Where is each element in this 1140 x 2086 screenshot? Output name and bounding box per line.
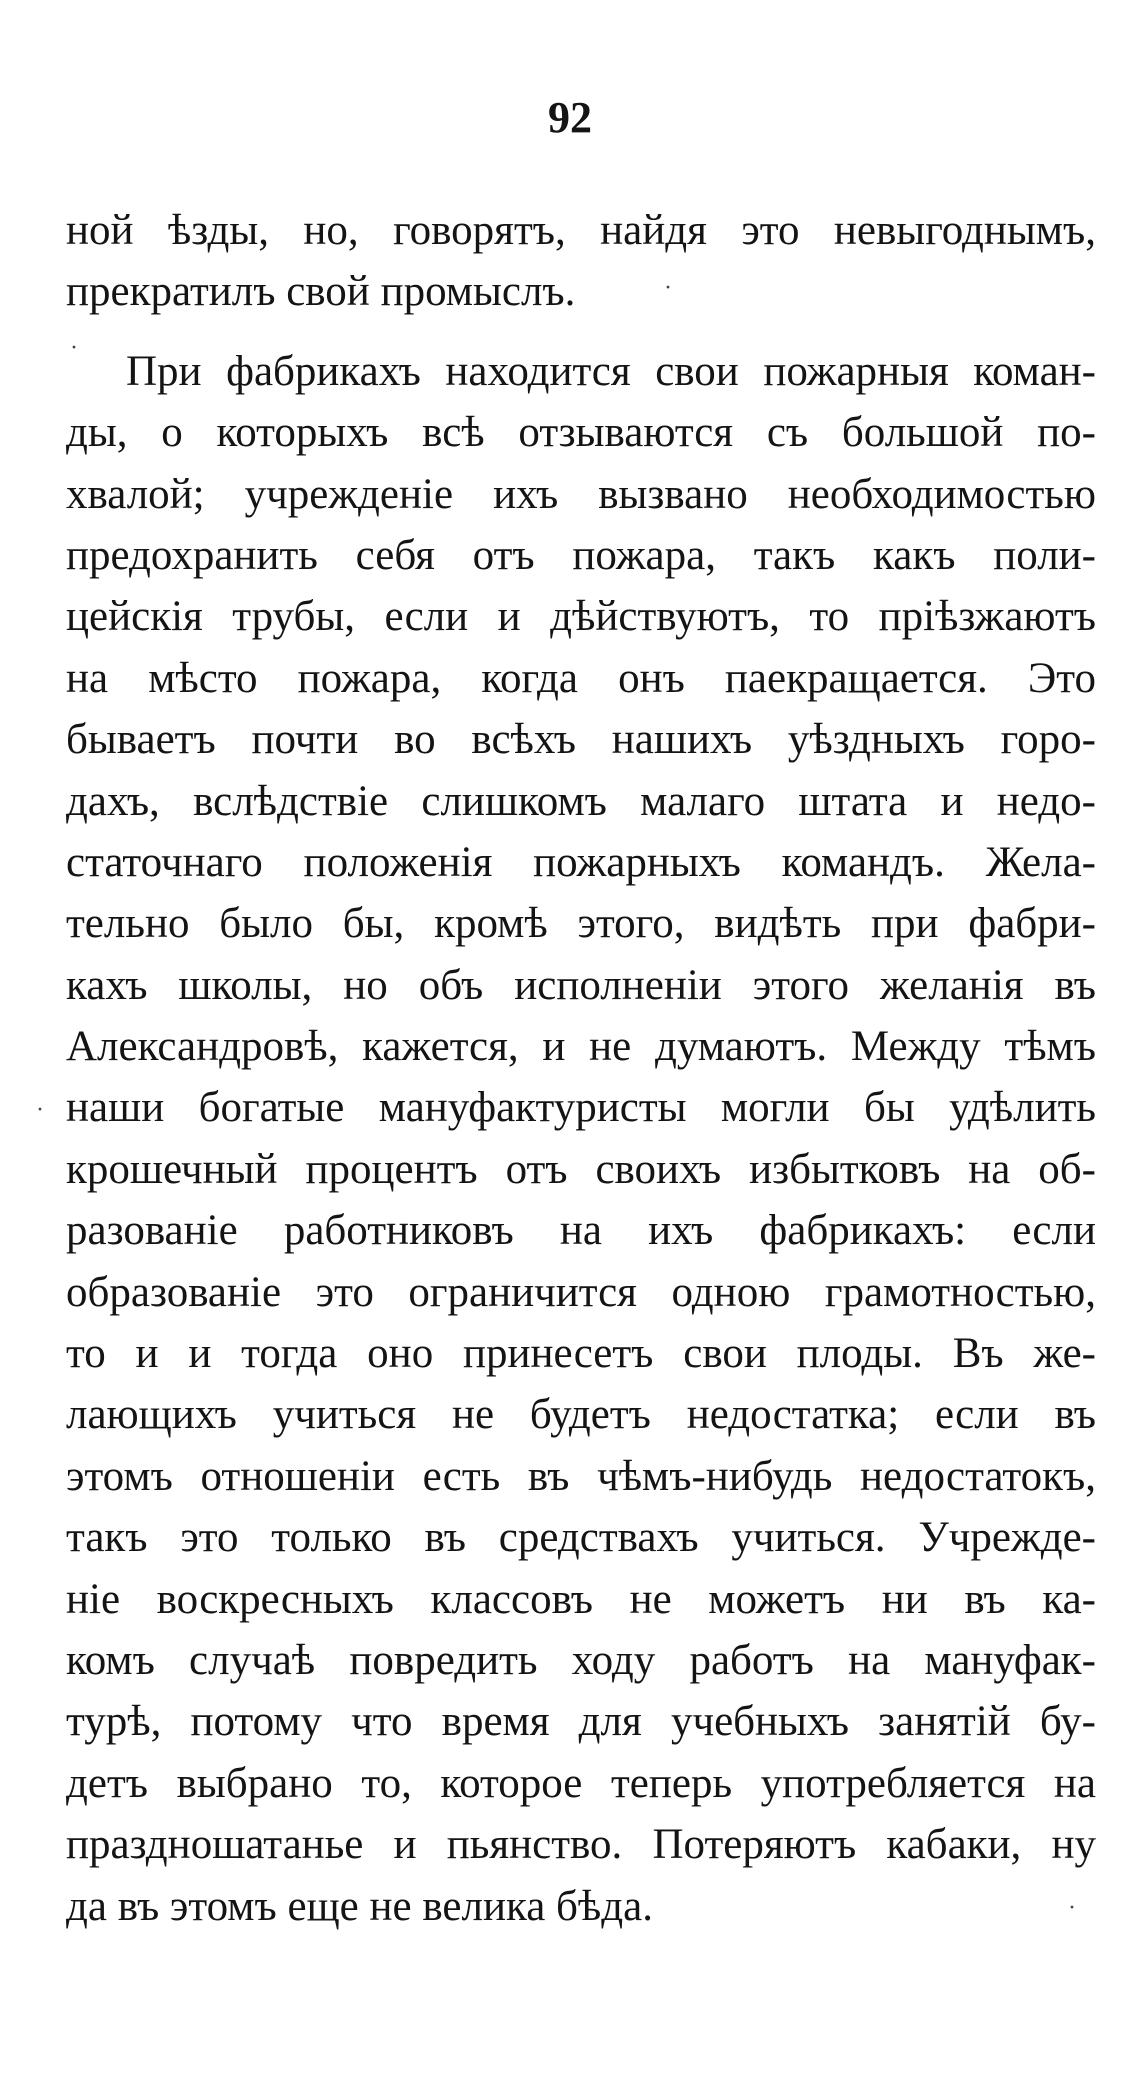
text-line: прекратилъ свой промыслъ.: [66, 268, 576, 316]
text-line: предохранить себя отъ пожара, такъ какъ поли-: [66, 531, 1096, 579]
text-line: статочнаго положенія пожарныхъ командъ. Желa-: [66, 838, 1096, 886]
text-line: ніе воскресныхъ классовъ не можетъ ни въ ка-: [66, 1575, 1096, 1623]
text-line: лающихъ учиться не будетъ недостатка; если въ: [66, 1391, 1096, 1439]
print-speck: ·: [1068, 1895, 1076, 1921]
text-line: крошечный процентъ отъ своихъ избытковъ на об-: [66, 1145, 1096, 1193]
text-line: ной ѣзды, но, говорятъ, найдя это невыгоднымъ,: [66, 207, 1096, 254]
print-speck: ·: [36, 1097, 44, 1123]
text-line: этомъ отношеніи есть въ чѣмъ-нибудь недостатокъ,: [66, 1452, 1096, 1500]
text-line: детъ выбрано то, которое теперь употребляется на: [66, 1759, 1096, 1807]
paragraph-1: [66, 200, 1096, 323]
text-line: кахъ школы, но объ исполненіи этого желанія въ: [66, 961, 1096, 1009]
text-line: бываетъ почти во всѣхъ нашихъ уѣздныхъ горо-: [66, 716, 1096, 764]
text-line: При фабрикахъ находится свои пожарныя коман-: [126, 347, 1096, 395]
text-line: наши богатые мануфактуристы могли бы удѣлить: [66, 1084, 1096, 1132]
text-line: цейскія трубы, если и дѣйствуютъ, то пріѣзжаютъ: [66, 593, 1096, 641]
text-line: разованіе работниковъ на ихъ фабрикахъ: если: [66, 1207, 1096, 1255]
text-line: такъ это только въ средствахъ учиться. Учрежде-: [66, 1514, 1096, 1562]
text-line: ды, о которыхъ всѣ отзываются съ большой по-: [66, 409, 1096, 457]
text-line: тельно было бы, кромѣ этого, видѣть при фабри-: [66, 900, 1096, 948]
page-number: 92: [548, 93, 592, 142]
print-speck: ·: [664, 275, 672, 301]
text-line: Александровѣ, кажется, и не думаютъ. Между тѣмъ: [66, 1023, 1096, 1071]
text-line: хвалой; учрежденіе ихъ вызвано необходимостью: [66, 470, 1096, 518]
text-line: то и и тогда оно принесетъ свои плоды. Въ же-: [66, 1330, 1096, 1378]
text-line: турѣ, потому что время для учебныхъ занятій бу-: [66, 1698, 1096, 1746]
text-line: на мѣсто пожара, когда онъ паекращается. Это: [66, 654, 1096, 702]
paragraph-2: [66, 341, 1096, 1937]
text-line: да въ этомъ еще не велика бѣда.: [66, 1882, 653, 1930]
text-line: дахъ, вслѣдствіе слишкомъ малаго штата и недо-: [66, 777, 1096, 825]
body-text: [66, 200, 1096, 1937]
print-speck: ·: [70, 335, 78, 361]
paragraph-gap: [66, 323, 1096, 341]
text-line: праздношатанье и пьянство. Потеряютъ кабаки, ну: [66, 1821, 1096, 1869]
text-line: комъ случаѣ повредить ходу работъ на мануфак-: [66, 1636, 1096, 1684]
text-line: образованіе это ограничится одною грамотностью,: [66, 1268, 1096, 1316]
